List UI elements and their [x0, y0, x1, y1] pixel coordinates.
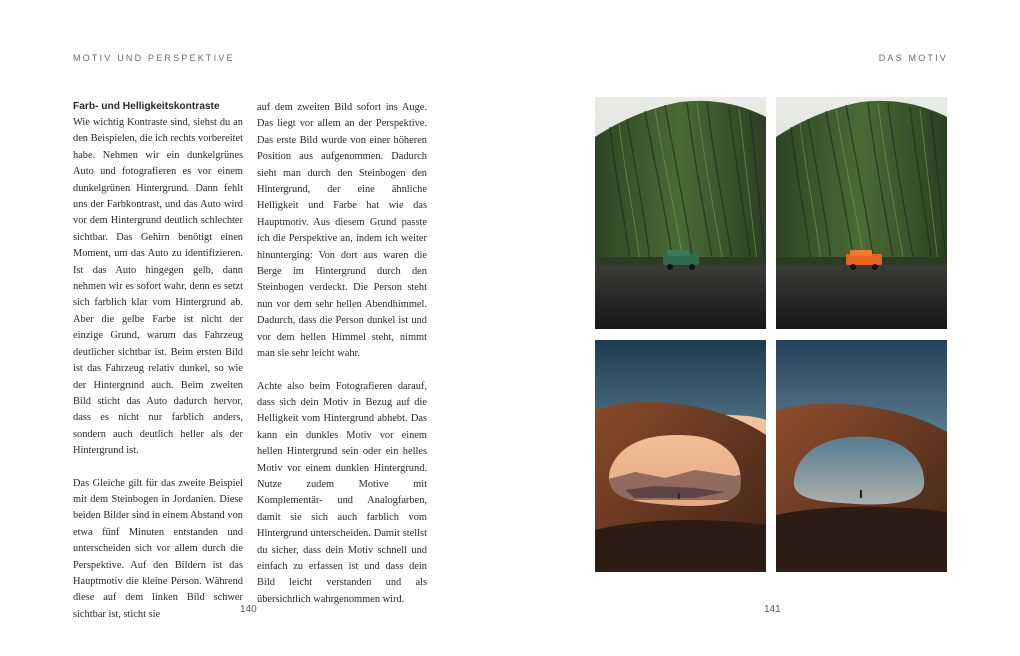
text-column-1: [73, 100, 243, 639]
paragraph: auf dem zweiten Bild sofort ins Auge. Das liegt vor allem an der Perspektive. Das erste Bild wurde von einer höheren Position aus aufgenommen. Dadurch sieht man durch den Steinbogen den Hintergrund, der eine ähnliche Helligkeit und Farbe hat wie das Hauptmotiv. Aus diesem Grund passte ich die Perspektive an, indem ich weiter hinunterging: Von dort aus waren die Berge im Hintergrund durch den Steinbogen verdeckt. Die Person steht nun vor dem sehr hellen Abendhimmel. Dadurch, dass die Person dunkel ist und vor dem hellen Himmel steht, nimmt man sie sehr leicht wahr.: [257, 102, 427, 360]
paragraph: Das Gleiche gilt für das zweite Beispiel mit dem Steinbogen in Jordanien. Diese beiden Bilder sind in einem Abstand von etwa fünf Minuten entstanden und unterscheiden sich vor allem durch die Perspektive. Auf den Bildern ist das Hauptmotiv die kleine Person. Während diese auf dem linken Bild schwer sichtbar ist, sticht sie: [73, 477, 243, 620]
page-number: 141: [764, 604, 781, 615]
page-number: 140: [240, 604, 257, 615]
paragraph: Wie wichtig Kontraste sind, siehst du an den Beispielen, die ich rechts vorbereitet habe. Nehmen wir ein dunkelgrünes Auto und fotografieren es vor einem dunkelgrünen Hintergrund. Dann fehlt uns der Farbkontrast, und das Auto wird vor dem Hintergrund deutlich schlechter sichtbar. Das Gehirn benötigt einen Moment, um das Auto zu identifizieren. Ist das Auto hingegen gelb, dann nehmen wir es sofort wahr, denn es setzt sich farblich klar vom Hintergrund ab. Aber die gelbe Farbe ist nicht der einzige Grund, warum das Fahrzeug deutlicher sichtbar ist. Beim ersten Bild ist das Fahrzeug relativ dunkel, so wie der Hintergrund auch. Beim zweiten Bild sticht das Auto dadurch hervor, dass es nicht nur farblich anders, sondern auch deutlich heller als der Hintergrund ist.: [73, 117, 243, 457]
photo-green-car: [595, 97, 766, 329]
photo-arch-high: [595, 340, 766, 572]
text-column-2: [257, 100, 427, 624]
section-heading: Farb- und Helligkeitskontraste: [73, 101, 220, 112]
running-head: MOTIV UND PERSPEKTIVE: [73, 53, 235, 63]
running-head: DAS MOTIV: [878, 53, 948, 63]
paragraph: Achte also beim Fotografieren darauf, dass sich dein Motiv in Bezug auf die Helligkeit vom Hintergrund abhebt. Das kann ein dunkles Motiv vor einem hellen Hintergrund sein oder ein helles Motiv vor einem dunklen Hintergrund. Nutze zudem Motive mit Komplementär- und Analogfarben, damit sie sich auch farblich vom Hintergrund unterscheiden. Damit stellst du sicher, dass dein Motiv schnell und einfach zu erfassen ist und dass dein Bild leicht verstanden und als übersichtlich wahrgenommen wird.: [257, 380, 427, 605]
photo-orange-car: [776, 97, 947, 329]
person-icon: [678, 493, 680, 499]
photo-arch-low: [776, 340, 947, 572]
person-icon: [860, 490, 862, 498]
